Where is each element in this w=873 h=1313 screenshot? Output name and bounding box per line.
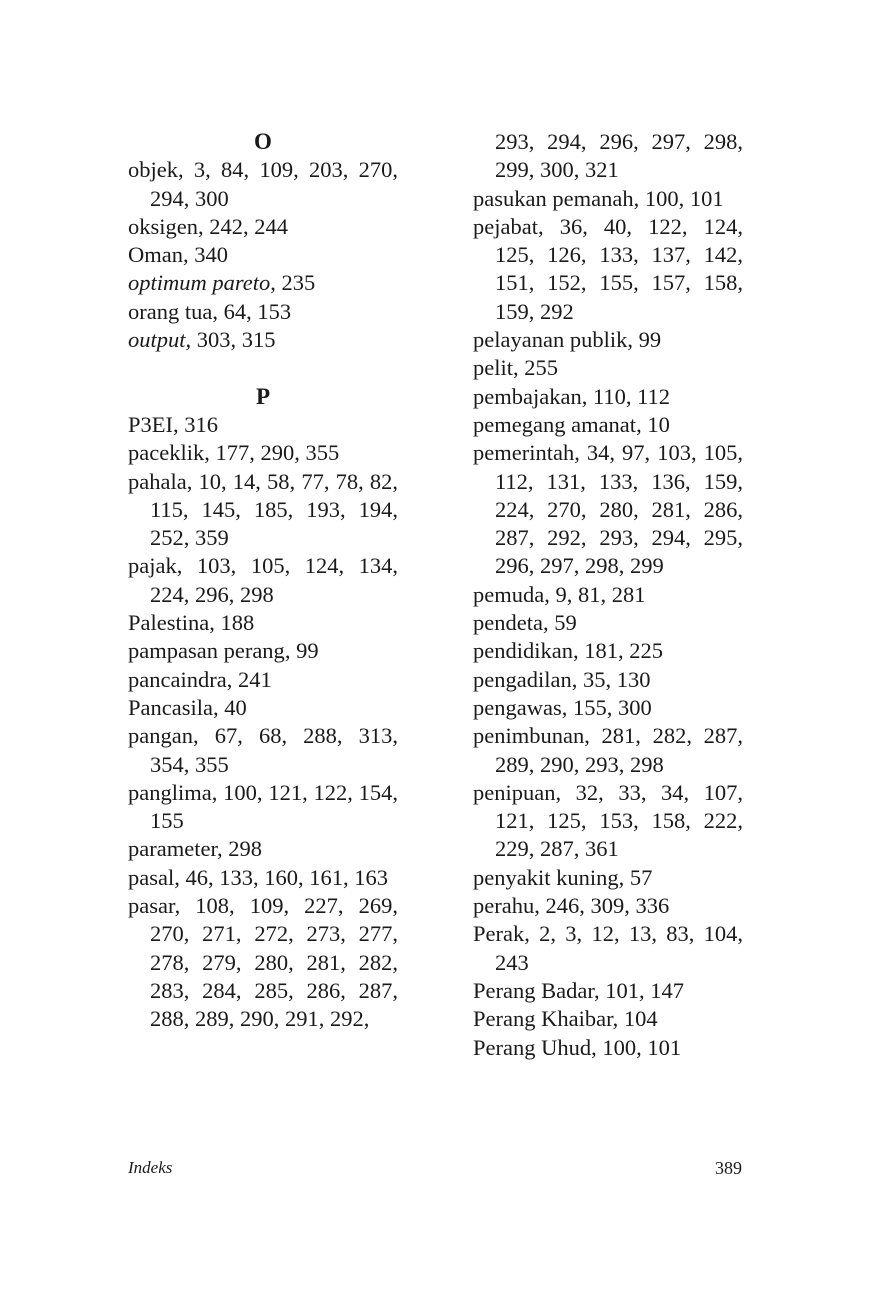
index-entry — [473, 694, 743, 722]
index-entry — [128, 156, 398, 213]
page-references: 67, 68, 288, 313, 354, 355 — [150, 723, 399, 777]
index-term: Perak — [473, 921, 525, 947]
index-entry — [473, 779, 743, 864]
term-separator: , — [584, 723, 602, 749]
index-entry — [128, 835, 398, 863]
index-entry — [128, 892, 398, 1033]
index-term: P3EI — [128, 411, 173, 437]
index-term: penipuan — [473, 779, 556, 805]
section-letter: P — [255, 383, 271, 409]
page-references: 108, 109, 227, 269, 270, 271, 272, 273, 277, 278, 279, 280, 281, 282, 283, 284, 285, 286, 287, 288, 289, 290, 291, 292, — [150, 893, 399, 1032]
page-references: 255 — [524, 355, 558, 381]
index-entry — [473, 666, 743, 694]
term-separator: , — [209, 610, 221, 636]
term-separator: , — [555, 779, 576, 805]
page-references: 64, 153 — [223, 298, 292, 324]
term-separator: , — [173, 411, 185, 437]
index-entry — [473, 920, 743, 977]
page-references: 101, 147 — [605, 977, 684, 1003]
index-entry — [128, 666, 398, 694]
index-term: pasar — [128, 893, 175, 919]
index-entry — [128, 241, 398, 269]
index-entry — [128, 609, 398, 637]
index-term: pajak — [128, 553, 177, 579]
term-separator: , — [534, 893, 546, 919]
index-entry — [473, 439, 743, 580]
page-references: 34, 97, 103, 105, 112, 131, 133, 136, 159, 224, 270, 280, 281, 286, 287, 292, 293, 294, 295, 296, 297, 298, 299 — [495, 440, 744, 579]
index-entry — [473, 722, 743, 779]
term-separator: , — [183, 242, 195, 268]
page-references: 110, 112 — [592, 383, 671, 409]
page-references: 298 — [228, 836, 263, 862]
term-separator: , — [284, 638, 297, 664]
index-term: Perang Khaibar — [473, 1006, 613, 1032]
page-references: 316 — [184, 411, 218, 437]
index-entry — [128, 779, 398, 836]
page-references: 9, 81, 281 — [555, 581, 646, 607]
page-references: 3, 84, 109, 203, 270, 294, 300 — [150, 157, 398, 211]
page-references: 35, 130 — [582, 666, 651, 692]
section-gap — [128, 354, 398, 382]
term-separator: , — [176, 553, 197, 579]
index-entry — [473, 213, 743, 326]
term-separator: , — [212, 298, 224, 324]
index-term: pendeta — [473, 610, 543, 636]
index-entry — [128, 269, 398, 297]
index-term: Perang Uhud — [473, 1034, 592, 1060]
page-references: 281, 282, 287, 289, 290, 293, 298 — [495, 723, 743, 777]
page-references: 32, 33, 34, 107, 121, 125, 153, 158, 222, 229, 287, 361 — [495, 779, 744, 862]
term-separator: , — [572, 638, 585, 664]
page-references: 100, 101 — [644, 185, 724, 211]
term-separator: , — [174, 864, 186, 890]
page-references: 2, 3, 12, 13, 83, 104, 243 — [495, 921, 744, 975]
term-separator: , — [270, 270, 282, 296]
index-term: Pancasila — [128, 694, 213, 720]
page-references: 340 — [194, 242, 228, 268]
index-term: penimbunan — [473, 723, 585, 749]
term-separator: , — [192, 723, 215, 749]
index-term: oksigen — [128, 213, 198, 239]
page-references: 100, 121, 122, 154, 155 — [150, 779, 399, 834]
term-separator: , — [561, 694, 573, 720]
index-entry — [128, 468, 398, 553]
term-separator: , — [618, 864, 630, 890]
term-separator: , — [198, 213, 210, 239]
index-term: pembajakan — [473, 383, 582, 409]
index-entry — [128, 637, 398, 665]
term-separator: , — [542, 610, 555, 636]
index-term: pelit — [473, 355, 513, 381]
entry-continuation: 293, 294, 296, 297, 298, 299, 300, 321 — [495, 129, 743, 183]
term-separator: , — [593, 977, 606, 1003]
index-term: pengawas — [473, 694, 562, 720]
term-separator: , — [612, 1006, 624, 1032]
index-entry — [473, 637, 743, 665]
index-term: pejabat — [473, 213, 538, 239]
page-references: 242, 244 — [209, 213, 288, 239]
page-footer — [128, 1158, 742, 1178]
index-term: pendidikan — [473, 638, 573, 664]
index-column-left — [128, 128, 398, 1034]
index-term: pemuda — [473, 581, 545, 607]
term-separator: , — [537, 213, 560, 239]
term-separator: , — [524, 921, 540, 947]
page-references: 99 — [296, 638, 319, 664]
index-term: pampasan perang — [128, 638, 285, 664]
index-entry — [473, 383, 743, 411]
term-separator: , — [217, 836, 229, 862]
index-term: output — [128, 327, 186, 353]
term-separator: , — [513, 355, 525, 381]
index-entry — [473, 864, 743, 892]
index-entry — [473, 326, 743, 354]
index-term: perahu — [473, 893, 535, 919]
index-term: Palestina — [128, 610, 210, 636]
index-term: Oman — [128, 242, 183, 268]
index-term: pancaindra — [128, 666, 227, 692]
page-references: 181, 225 — [584, 638, 663, 664]
index-entry — [128, 326, 398, 354]
index-entry — [473, 354, 743, 382]
page-references: 36, 40, 122, 124, 125, 126, 133, 137, 142, 151, 152, 155, 157, 158, 159, 292 — [495, 213, 744, 324]
term-separator: , — [178, 157, 194, 183]
page-number: 389 — [715, 1158, 742, 1178]
index-term: pasukan pemanah — [473, 185, 634, 211]
index-term: pemerintah — [473, 440, 575, 466]
index-entry — [473, 411, 743, 439]
page-references: 177, 290, 355 — [215, 440, 340, 466]
page-references: 10 — [647, 411, 670, 437]
index-entry — [473, 609, 743, 637]
index-term: Perang Badar — [473, 977, 594, 1003]
page-references: 155, 300 — [572, 694, 652, 720]
index-entry — [128, 439, 398, 467]
page-references: 235 — [281, 270, 316, 296]
index-term: paceklik — [128, 440, 205, 466]
index-entry — [128, 213, 398, 241]
page-references: 104 — [623, 1006, 658, 1032]
term-separator: , — [226, 666, 238, 692]
page-references: 10, 14, 58, 77, 78, 82, 115, 145, 185, 193, 194, 252, 359 — [150, 468, 399, 551]
index-term: pahala — [128, 468, 187, 494]
index-entry — [128, 552, 398, 609]
page-references: 100, 101 — [602, 1034, 682, 1060]
index-term: pasal — [128, 864, 175, 890]
term-separator: , — [581, 383, 593, 409]
index-column-right — [473, 128, 743, 1062]
index-entry — [473, 1034, 743, 1062]
index-term: optimum pareto — [128, 270, 271, 296]
index-term: penyakit kuning — [473, 864, 619, 890]
term-separator: , — [174, 893, 196, 919]
index-term: pengadilan — [473, 666, 572, 692]
index-entry — [128, 864, 398, 892]
term-separator: , — [636, 411, 648, 437]
term-separator: , — [571, 666, 583, 692]
page-references: 103, 105, 124, 134, 224, 296, 298 — [150, 553, 399, 607]
page-references: 59 — [554, 610, 577, 636]
term-separator: , — [212, 694, 225, 720]
index-entry — [128, 411, 398, 439]
page-references: 57 — [629, 864, 653, 890]
running-title: Indeks — [128, 1158, 173, 1177]
index-entry — [473, 977, 743, 1005]
index-term: parameter — [128, 836, 218, 862]
term-separator: , — [574, 440, 587, 466]
term-separator: , — [204, 440, 216, 466]
section-letter: O — [254, 129, 272, 154]
term-separator: , — [633, 185, 645, 211]
term-separator: , — [544, 581, 556, 607]
index-term: objek — [128, 157, 178, 183]
index-term: pelayanan publik — [473, 327, 628, 353]
term-separator: , — [211, 779, 224, 805]
index-entry — [473, 185, 743, 213]
term-separator: , — [186, 468, 199, 494]
index-term: pemegang amanat — [473, 411, 637, 437]
index-term: panglima — [128, 779, 212, 805]
page-references: 40 — [224, 694, 247, 720]
page-references: 241 — [237, 666, 272, 692]
index-entry — [128, 694, 398, 722]
index-term: pangan — [128, 723, 193, 749]
page-references: 188 — [220, 610, 255, 636]
page-references: 303, 315 — [196, 327, 276, 353]
index-term: orang tua — [128, 298, 213, 324]
index-entry — [128, 298, 398, 326]
index-entry — [473, 581, 743, 609]
index-entry — [473, 1005, 743, 1033]
term-separator: , — [591, 1034, 603, 1060]
page-references: 246, 309, 336 — [545, 893, 670, 919]
term-separator: , — [627, 327, 639, 353]
term-separator: , — [185, 327, 197, 353]
page-references: 99 — [638, 327, 662, 353]
index-entry — [128, 722, 398, 779]
page-references: 46, 133, 160, 161, 163 — [185, 864, 388, 890]
index-entry — [473, 892, 743, 920]
